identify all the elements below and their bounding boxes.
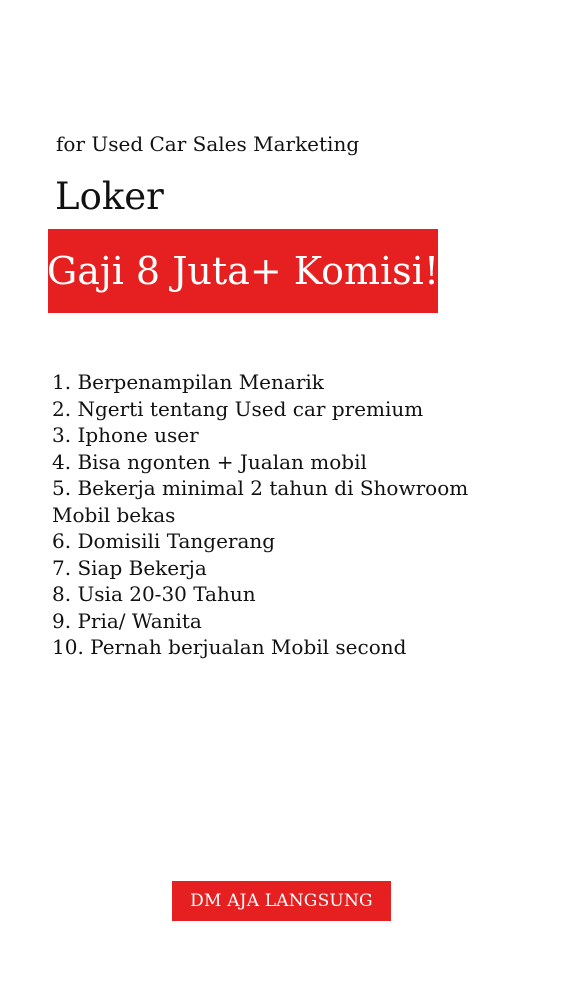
page-title: Loker bbox=[55, 175, 164, 218]
list-item: 9. Pria/ Wanita bbox=[52, 608, 202, 633]
salary-banner-text: Gaji 8 Juta+ Komisi! bbox=[46, 249, 440, 293]
dm-cta-label: DM AJA LANGSUNG bbox=[172, 881, 391, 921]
list-item: 6. Domisili Tangerang bbox=[52, 529, 276, 553]
list-item: 2. Ngerti tentang Used car premium bbox=[52, 396, 424, 421]
list-item: 8. Usia 20-30 Tahun bbox=[52, 582, 256, 606]
list-item: 10. Pernah berjualan Mobil second bbox=[52, 635, 407, 659]
list-item: 4. Bisa ngonten + Jualan mobil bbox=[52, 449, 367, 474]
job-subtitle: for Used Car Sales Marketing bbox=[56, 132, 360, 156]
list-item: 5. Bekerja minimal 2 tahun di Showroom Mobil bekas bbox=[52, 476, 469, 527]
list-item: 3. Iphone user bbox=[52, 423, 199, 447]
list-item: 1. Berpenampilan Menarik bbox=[52, 370, 324, 394]
list-item: 7. Siap Bekerja bbox=[52, 555, 207, 580]
requirements-list bbox=[52, 369, 532, 661]
salary-banner bbox=[48, 229, 438, 313]
